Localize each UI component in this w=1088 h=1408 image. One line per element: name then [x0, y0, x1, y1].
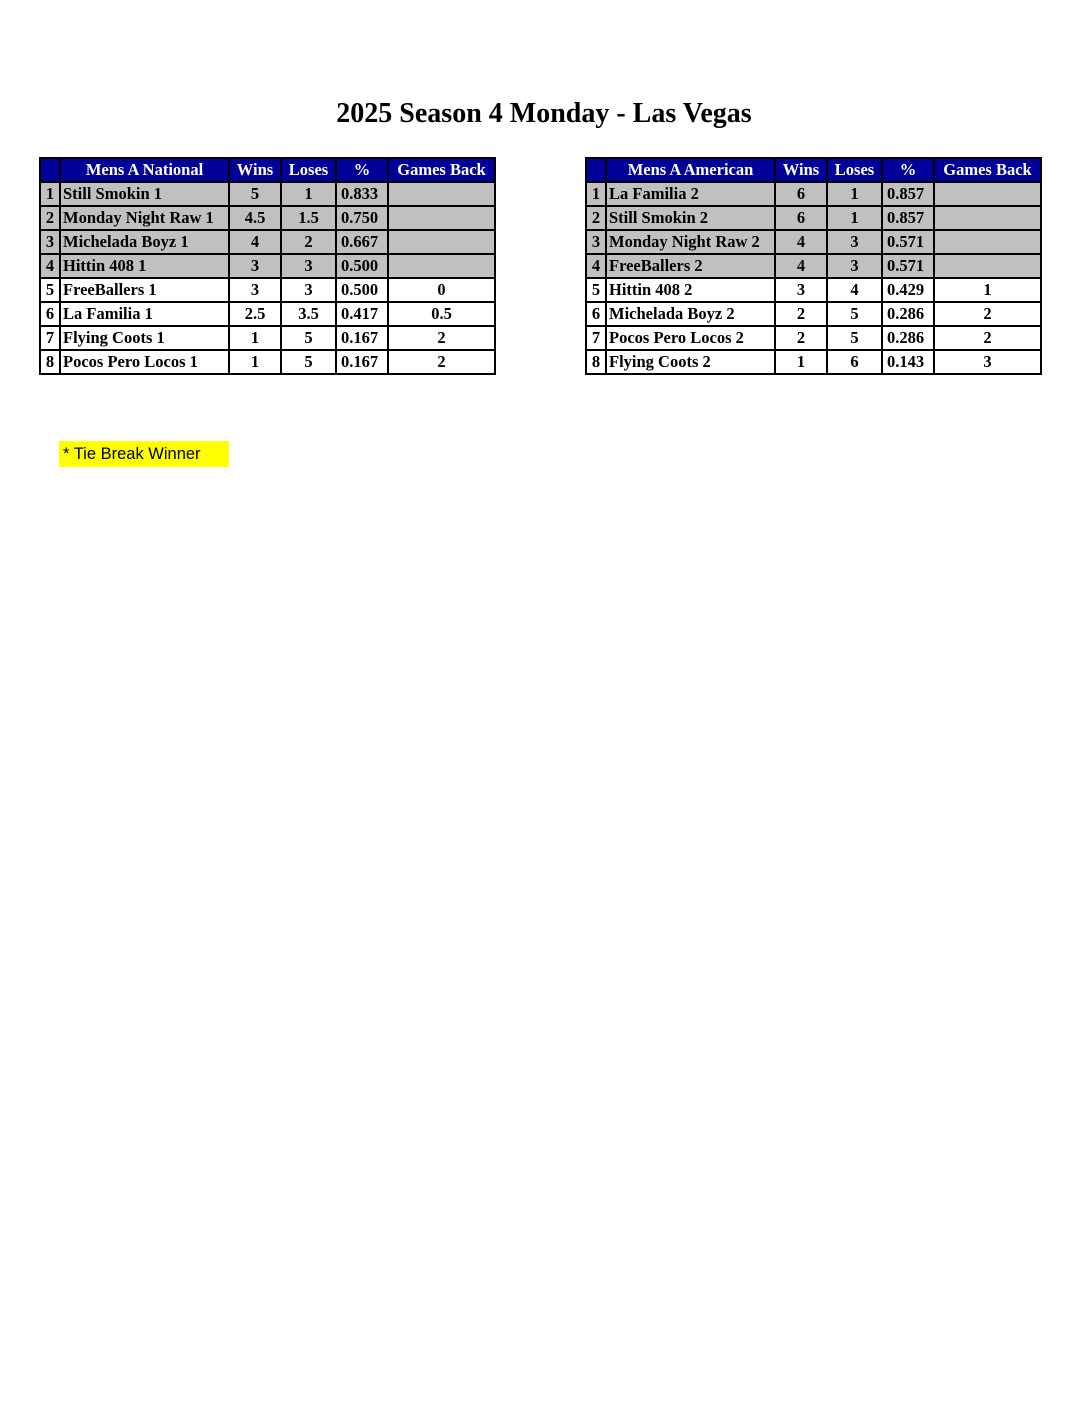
- table-row: [40, 350, 495, 374]
- loses-cell: 4: [827, 278, 882, 302]
- team-name-cell: Pocos Pero Locos 1: [60, 350, 229, 374]
- games-back-cell: [388, 230, 495, 254]
- loses-cell: 3: [827, 254, 882, 278]
- pct-cell: 0.667: [336, 230, 388, 254]
- wins-header: Wins: [229, 158, 281, 182]
- rank-cell: 1: [40, 182, 60, 206]
- table-row: [586, 254, 1041, 278]
- rank-cell: 2: [586, 206, 606, 230]
- team-name-cell: Still Smokin 2: [606, 206, 775, 230]
- loses-cell: 1.5: [281, 206, 336, 230]
- loses-cell: 3: [827, 230, 882, 254]
- wins-cell: 5: [229, 182, 281, 206]
- pct-header: %: [882, 158, 934, 182]
- table-row: [586, 302, 1041, 326]
- table-row: [40, 302, 495, 326]
- table-row: [586, 206, 1041, 230]
- loses-header: Loses: [827, 158, 882, 182]
- games-back-cell: 0: [388, 278, 495, 302]
- loses-cell: 1: [827, 182, 882, 206]
- games-back-cell: 2: [934, 302, 1041, 326]
- games-back-cell: [934, 230, 1041, 254]
- games-back-cell: [934, 254, 1041, 278]
- wins-header: Wins: [775, 158, 827, 182]
- rank-header: [586, 158, 606, 182]
- pct-cell: 0.167: [336, 350, 388, 374]
- games-back-cell: [934, 206, 1041, 230]
- wins-cell: 3: [775, 278, 827, 302]
- pct-cell: 0.571: [882, 230, 934, 254]
- games-back-cell: [388, 254, 495, 278]
- team-name-cell: Flying Coots 1: [60, 326, 229, 350]
- rank-cell: 7: [586, 326, 606, 350]
- rank-cell: 6: [586, 302, 606, 326]
- table-row: [40, 206, 495, 230]
- wins-cell: 4: [775, 254, 827, 278]
- wins-cell: 6: [775, 206, 827, 230]
- pct-cell: 0.857: [882, 182, 934, 206]
- loses-cell: 3.5: [281, 302, 336, 326]
- wins-cell: 2: [775, 326, 827, 350]
- wins-cell: 4.5: [229, 206, 281, 230]
- pct-cell: 0.750: [336, 206, 388, 230]
- pct-cell: 0.571: [882, 254, 934, 278]
- games-back-cell: 0.5: [388, 302, 495, 326]
- pct-cell: 0.500: [336, 278, 388, 302]
- games-back-header: Games Back: [934, 158, 1041, 182]
- team-name-cell: Monday Night Raw 1: [60, 206, 229, 230]
- pct-cell: 0.857: [882, 206, 934, 230]
- wins-cell: 4: [775, 230, 827, 254]
- loses-cell: 3: [281, 278, 336, 302]
- loses-cell: 3: [281, 254, 336, 278]
- wins-cell: 2.5: [229, 302, 281, 326]
- page-title: 2025 Season 4 Monday - Las Vegas: [336, 98, 752, 129]
- table-row: [40, 254, 495, 278]
- table-row: [40, 182, 495, 206]
- team-name-cell: FreeBallers 2: [606, 254, 775, 278]
- rank-cell: 6: [40, 302, 60, 326]
- loses-cell: 5: [281, 350, 336, 374]
- division-header: Mens A American: [606, 158, 775, 182]
- pct-cell: 0.143: [882, 350, 934, 374]
- team-name-cell: Pocos Pero Locos 2: [606, 326, 775, 350]
- pct-cell: 0.286: [882, 326, 934, 350]
- games-back-cell: [388, 206, 495, 230]
- table-row: [586, 326, 1041, 350]
- standings-table-national: [39, 157, 496, 375]
- loses-cell: 6: [827, 350, 882, 374]
- pct-cell: 0.167: [336, 326, 388, 350]
- standings-table-american: [585, 157, 1042, 375]
- table-row: [586, 230, 1041, 254]
- wins-cell: 6: [775, 182, 827, 206]
- rank-cell: 7: [40, 326, 60, 350]
- pct-cell: 0.429: [882, 278, 934, 302]
- rank-cell: 3: [40, 230, 60, 254]
- games-back-cell: 2: [934, 326, 1041, 350]
- wins-cell: 2: [775, 302, 827, 326]
- games-back-cell: [388, 182, 495, 206]
- division-header: Mens A National: [60, 158, 229, 182]
- wins-cell: 3: [229, 278, 281, 302]
- loses-cell: 5: [827, 326, 882, 350]
- games-back-header: Games Back: [388, 158, 495, 182]
- team-name-cell: Monday Night Raw 2: [606, 230, 775, 254]
- table-row: [40, 326, 495, 350]
- team-name-cell: Flying Coots 2: [606, 350, 775, 374]
- team-name-cell: La Familia 2: [606, 182, 775, 206]
- loses-cell: 1: [281, 182, 336, 206]
- games-back-cell: [934, 182, 1041, 206]
- loses-cell: 5: [281, 326, 336, 350]
- rank-cell: 8: [40, 350, 60, 374]
- table-row: [586, 278, 1041, 302]
- loses-cell: 1: [827, 206, 882, 230]
- team-name-cell: Hittin 408 2: [606, 278, 775, 302]
- table-row: [40, 278, 495, 302]
- wins-cell: 4: [229, 230, 281, 254]
- pct-cell: 0.417: [336, 302, 388, 326]
- table-row: [40, 230, 495, 254]
- loses-cell: 2: [281, 230, 336, 254]
- wins-cell: 3: [229, 254, 281, 278]
- tie-break-note: * Tie Break Winner: [59, 441, 229, 467]
- team-name-cell: Michelada Boyz 1: [60, 230, 229, 254]
- table-header-row: [40, 158, 495, 182]
- rank-cell: 5: [40, 278, 60, 302]
- games-back-cell: 2: [388, 326, 495, 350]
- pct-cell: 0.833: [336, 182, 388, 206]
- pct-cell: 0.500: [336, 254, 388, 278]
- table-row: [586, 350, 1041, 374]
- table-row: [586, 182, 1041, 206]
- table-header-row: [586, 158, 1041, 182]
- rank-cell: 3: [586, 230, 606, 254]
- games-back-cell: 3: [934, 350, 1041, 374]
- rank-cell: 4: [40, 254, 60, 278]
- team-name-cell: Michelada Boyz 2: [606, 302, 775, 326]
- rank-header: [40, 158, 60, 182]
- wins-cell: 1: [229, 350, 281, 374]
- rank-cell: 1: [586, 182, 606, 206]
- loses-cell: 5: [827, 302, 882, 326]
- rank-cell: 4: [586, 254, 606, 278]
- rank-cell: 8: [586, 350, 606, 374]
- loses-header: Loses: [281, 158, 336, 182]
- wins-cell: 1: [229, 326, 281, 350]
- team-name-cell: Still Smokin 1: [60, 182, 229, 206]
- pct-cell: 0.286: [882, 302, 934, 326]
- rank-cell: 2: [40, 206, 60, 230]
- team-name-cell: La Familia 1: [60, 302, 229, 326]
- team-name-cell: FreeBallers 1: [60, 278, 229, 302]
- team-name-cell: Hittin 408 1: [60, 254, 229, 278]
- games-back-cell: 2: [388, 350, 495, 374]
- wins-cell: 1: [775, 350, 827, 374]
- games-back-cell: 1: [934, 278, 1041, 302]
- pct-header: %: [336, 158, 388, 182]
- rank-cell: 5: [586, 278, 606, 302]
